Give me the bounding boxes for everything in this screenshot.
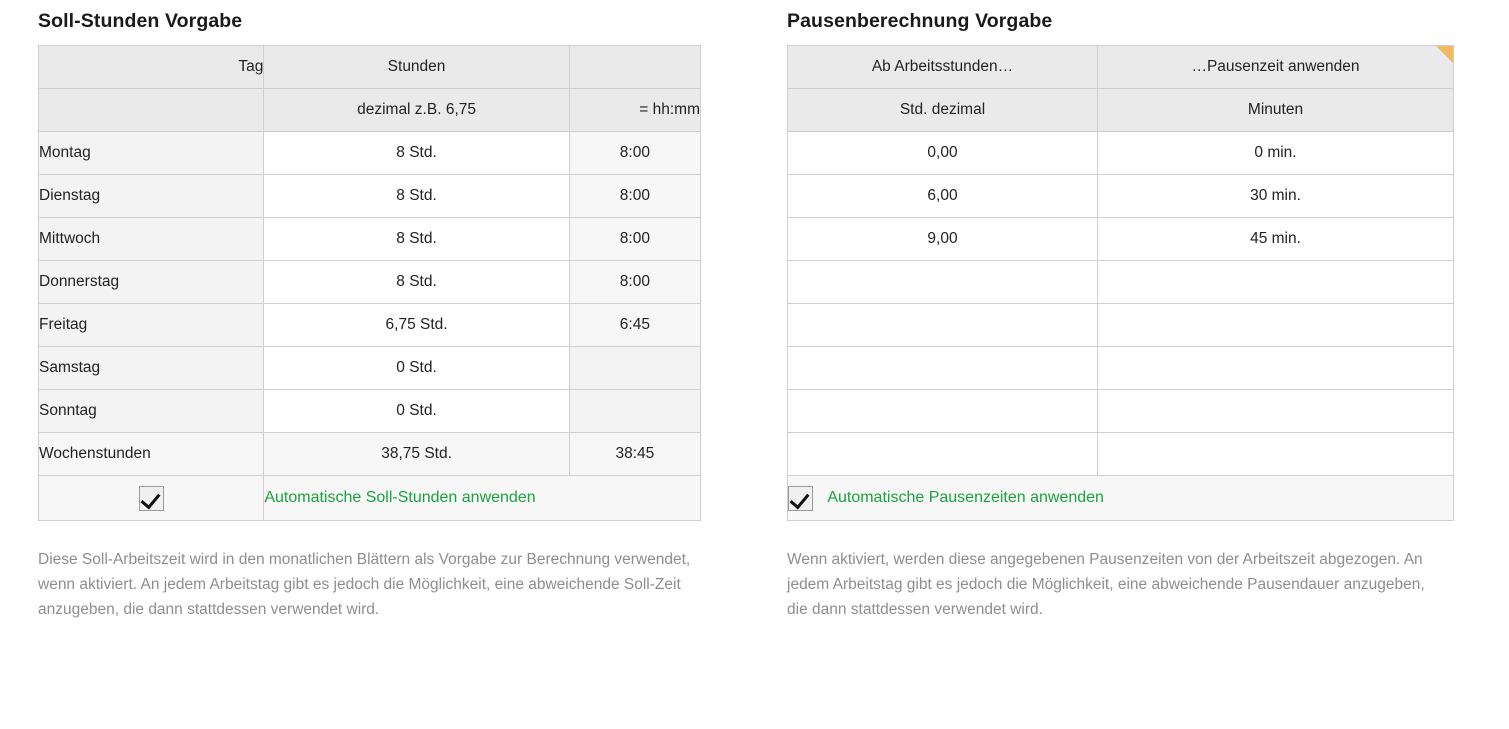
from-hours-input[interactable]: 0,00 [788,132,1098,175]
table-subheader-row [39,89,701,132]
from-hours-input[interactable]: 9,00 [788,218,1098,261]
header-day: Tag [39,46,264,89]
break-minutes-input[interactable]: 45 min. [1098,218,1454,261]
day-label: Freitag [39,304,264,347]
break-minutes-input[interactable]: 0 min. [1098,132,1454,175]
auto-pause-checkbox-cell[interactable] [788,476,1454,521]
hhmm-value: 8:00 [569,218,700,261]
from-hours-input[interactable] [788,390,1098,433]
hours-input[interactable]: 0 Std. [264,347,569,390]
header-hhmm-spacer [569,46,700,89]
hhmm-value [569,347,700,390]
hhmm-value: 8:00 [569,132,700,175]
auto-pause-checkbox[interactable] [788,486,813,511]
header-apply-break-text: …Pausenzeit anwenden [1191,58,1360,75]
summary-label: Wochenstunden [39,433,264,476]
from-hours-input[interactable] [788,304,1098,347]
header-from-hours: Ab Arbeitsstunden… [788,46,1098,89]
from-hours-input[interactable] [788,433,1098,476]
table-row [39,175,701,218]
pause-description: Wenn aktiviert, werden diese angegebenen Pausenzeiten von der Arbeitszeit abgezogen. An jedem Arbeitstag gibt es jedoch die Möglichkeit, eine abweichende Pausendauer anzugeben, die dann stattdessen verwendet wird. [787,551,1425,619]
soll-stunden-table [38,45,701,521]
page-title-soll: Soll-Stunden Vorgabe [38,10,243,32]
summary-hhmm: 38:45 [569,433,700,476]
subheader-apply-format: Minuten [1098,89,1454,132]
hours-input[interactable]: 8 Std. [264,261,569,304]
table-row [39,304,701,347]
table-row [39,261,701,304]
hours-input[interactable]: 8 Std. [264,175,569,218]
subheader-blank [39,89,264,132]
break-minutes-input[interactable]: 30 min. [1098,175,1454,218]
table-row [788,390,1454,433]
soll-description: Diese Soll-Arbeitszeit wird in den monatlichen Blättern als Vorgabe zur Berechnung verwendet, wenn aktiviert. An jedem Arbeitstag gibt es jedoch die Möglichkeit, eine abweichende Soll-Zeit anzugeben, die dann stattdessen verwendet wird. [38,551,691,619]
hhmm-value [569,390,700,433]
hours-input[interactable]: 0 Std. [264,390,569,433]
day-label: Mittwoch [39,218,264,261]
table-row [788,304,1454,347]
hhmm-value: 8:00 [569,175,700,218]
day-label: Samstag [39,347,264,390]
pausenberechnung-panel [787,0,1453,622]
subheader-hours-format: dezimal z.B. 6,75 [264,89,569,132]
day-label: Montag [39,132,264,175]
table-subheader-row [788,89,1454,132]
comment-marker-icon [1436,46,1453,63]
pausenberechnung-table [787,45,1454,521]
break-minutes-input[interactable] [1098,304,1454,347]
header-apply-break [1098,46,1454,89]
from-hours-input[interactable] [788,347,1098,390]
checkbox-row [39,476,701,521]
hours-input[interactable]: 8 Std. [264,218,569,261]
day-label: Donnerstag [39,261,264,304]
page-title-pause: Pausenberechnung Vorgabe [787,10,1053,32]
summary-row [39,433,701,476]
subheader-from-format: Std. dezimal [788,89,1098,132]
hhmm-value: 6:45 [569,304,700,347]
hours-input[interactable]: 6,75 Std. [264,304,569,347]
from-hours-input[interactable] [788,261,1098,304]
header-hours: Stunden [264,46,569,89]
table-row [39,347,701,390]
table-row [788,347,1454,390]
table-row [788,175,1454,218]
table-row [788,218,1454,261]
hhmm-value: 8:00 [569,261,700,304]
table-row [788,433,1454,476]
soll-stunden-panel [38,0,701,622]
auto-soll-checkbox-cell[interactable] [39,476,264,521]
auto-pause-label: Automatische Pausenzeiten anwenden [827,489,1104,506]
table-row [39,390,701,433]
table-header-row [788,46,1454,89]
table-row [39,218,701,261]
break-minutes-input[interactable] [1098,261,1454,304]
checkbox-row [788,476,1454,521]
break-minutes-input[interactable] [1098,433,1454,476]
from-hours-input[interactable]: 6,00 [788,175,1098,218]
subheader-hhmm: = hh:mm [569,89,700,132]
day-label: Sonntag [39,390,264,433]
table-row [788,261,1454,304]
table-header-row [39,46,701,89]
summary-hours: 38,75 Std. [264,433,569,476]
auto-soll-label: Automatische Soll-Stunden anwenden [264,488,536,506]
break-minutes-input[interactable] [1098,390,1454,433]
table-row [39,132,701,175]
break-minutes-input[interactable] [1098,347,1454,390]
day-label: Dienstag [39,175,264,218]
auto-soll-label-cell[interactable] [264,476,701,521]
hours-input[interactable]: 8 Std. [264,132,569,175]
table-row [788,132,1454,175]
auto-soll-checkbox[interactable] [139,486,164,511]
